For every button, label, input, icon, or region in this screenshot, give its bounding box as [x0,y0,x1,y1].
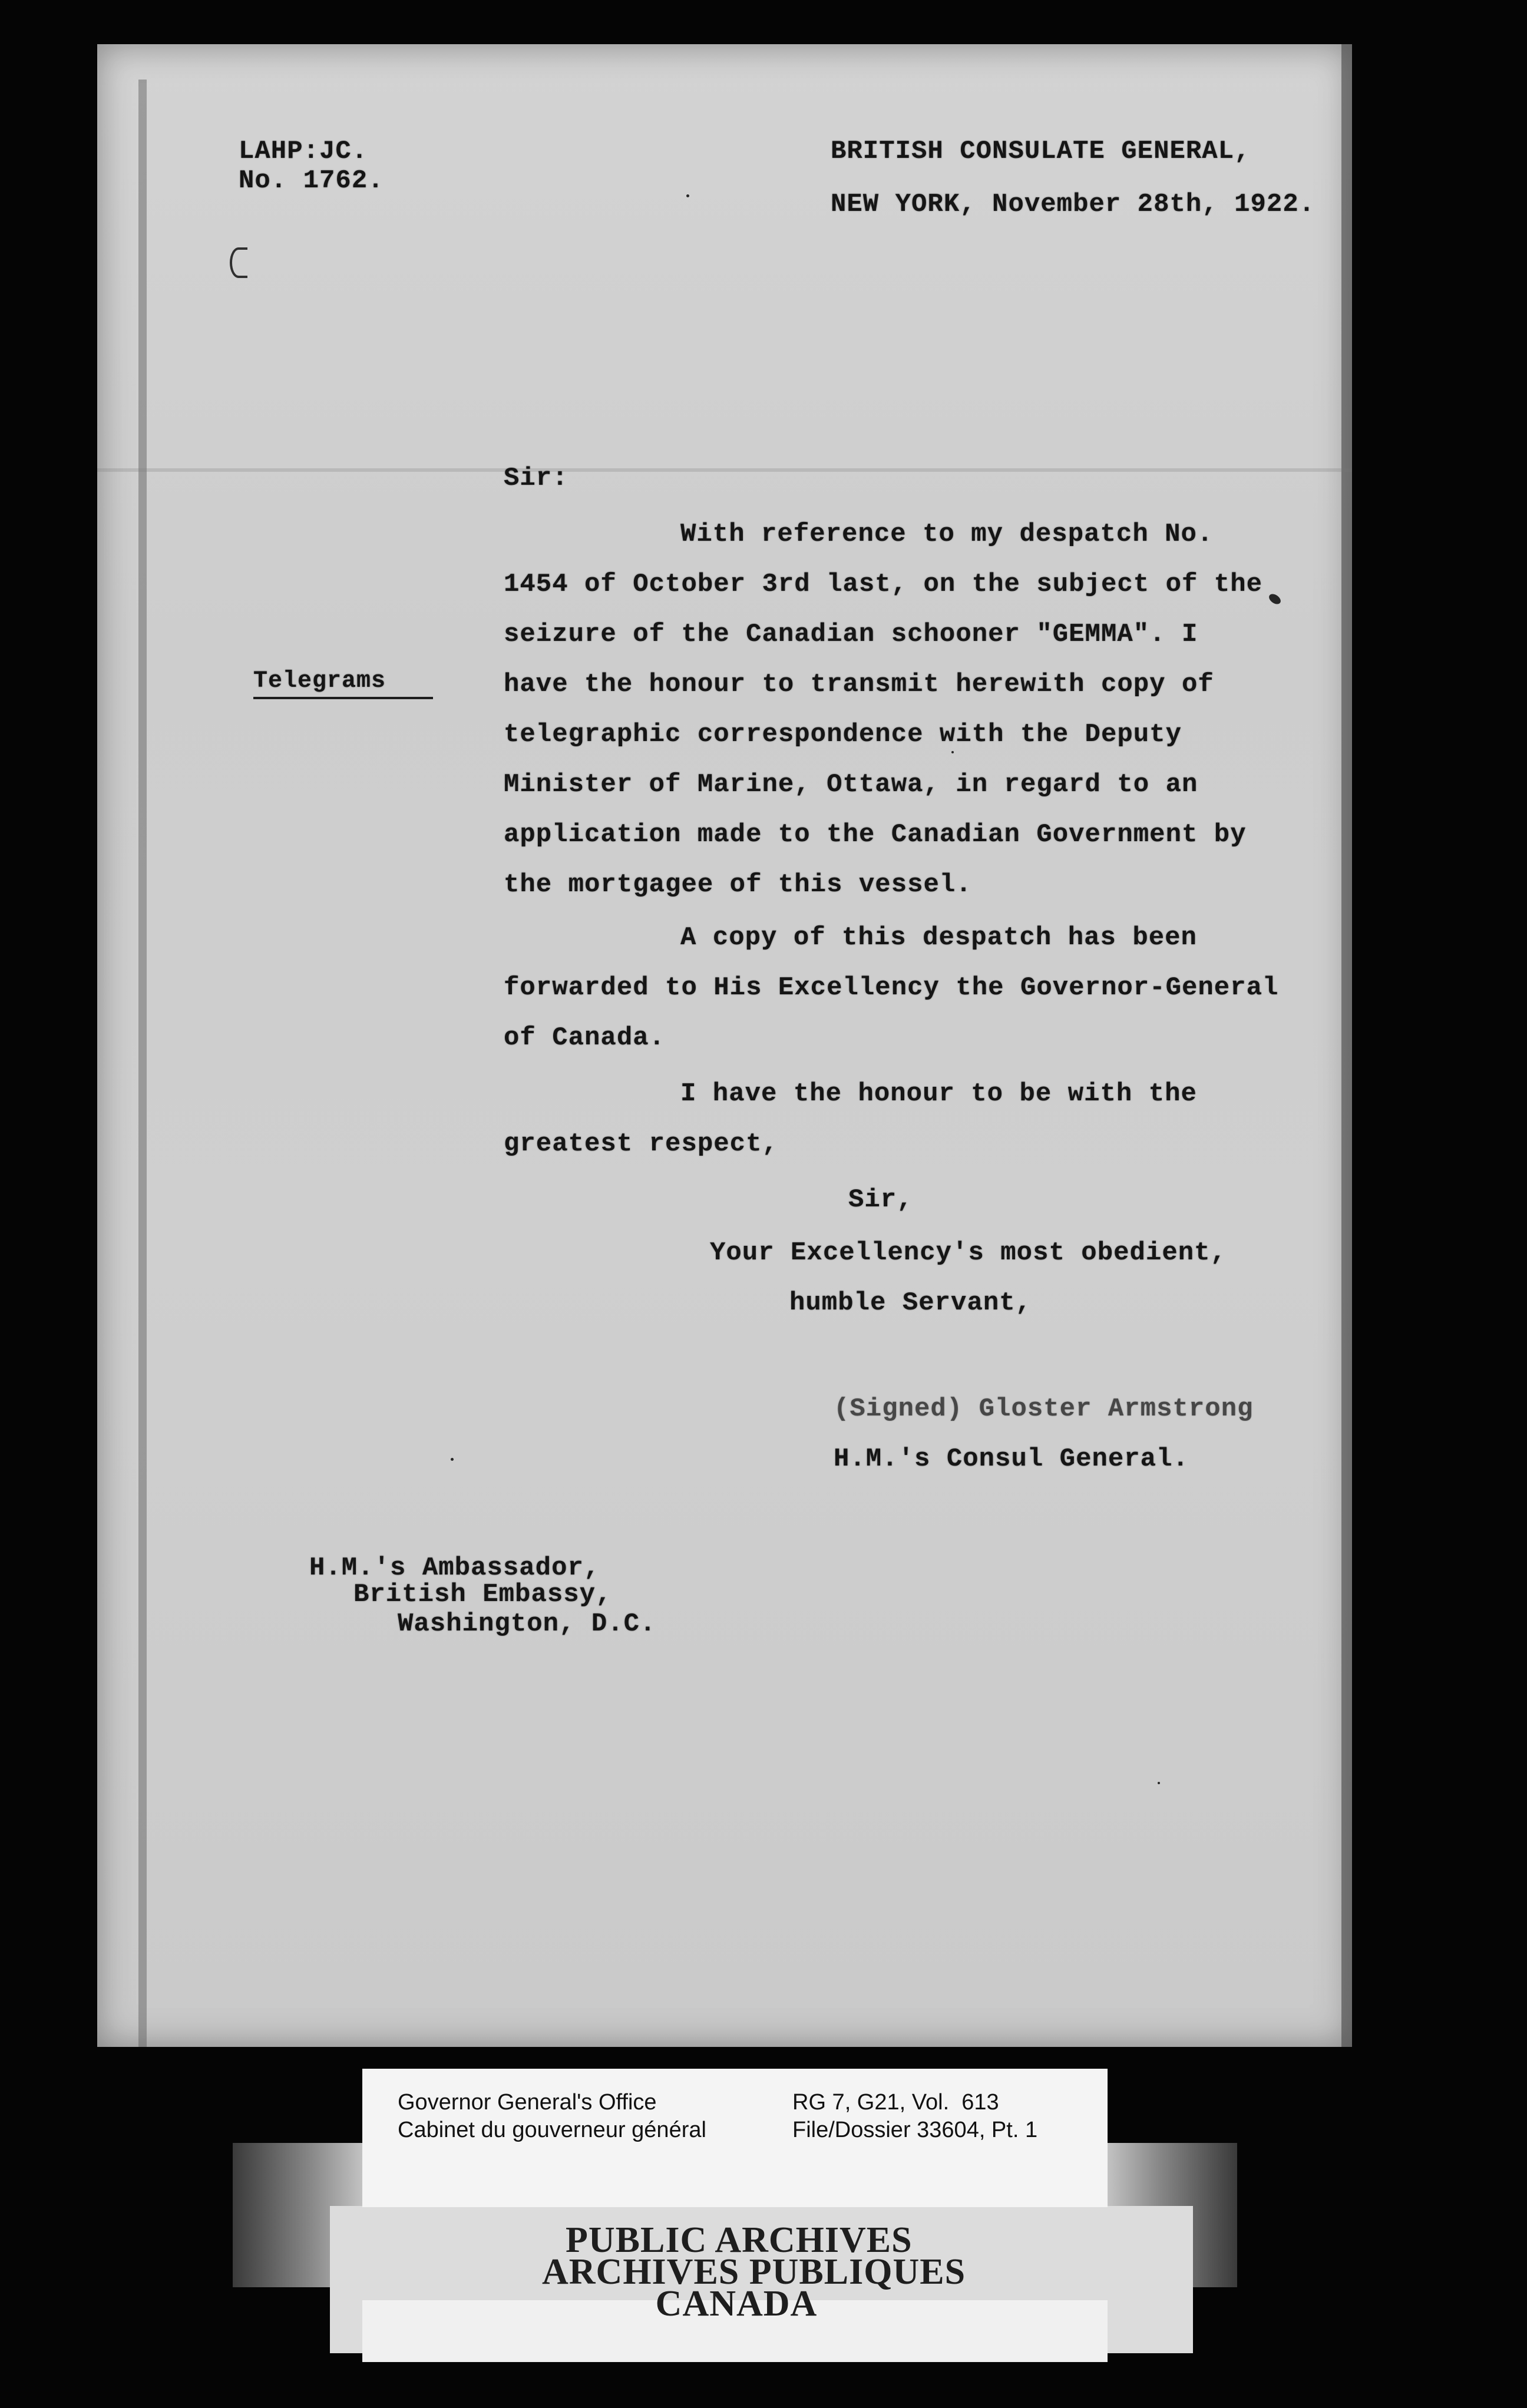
archive-stamp-line: CANADA [655,2284,818,2324]
page-edge-shadow [1341,44,1352,2047]
body-line: application made to the Canadian Government by [504,820,1247,849]
recipient-line: Washington, D.C. [398,1609,656,1639]
body-line: I have the honour to be with the [680,1079,1197,1109]
despatch-number: No. 1762. [239,166,384,196]
page-fold-line [97,468,1352,472]
body-line: forwarded to His Excellency the Governor-General [504,973,1279,1003]
dust-speck [1158,1782,1160,1784]
page-edge-shadow [138,80,147,2047]
dust-speck [951,751,954,753]
margin-note-underline [253,697,433,699]
signature: (Signed) Gloster Armstrong [834,1394,1254,1424]
dust-speck [1267,592,1283,606]
record-group-reference: RG 7, G21, Vol. 613 [792,2090,999,2115]
body-line: the mortgagee of this vessel. [504,870,972,899]
archive-stamp-line: ARCHIVES PUBLIQUES [542,2252,966,2292]
office-name-fr: Cabinet du gouverneur général [398,2118,706,2142]
archive-reference-label [362,2069,1108,2207]
body-line: A copy of this despatch has been [680,923,1197,952]
recipient-line: British Embassy, [353,1580,612,1609]
dust-speck [686,194,689,197]
office-name-en: Governor General's Office [398,2090,657,2115]
body-line: With reference to my despatch No. [680,520,1214,549]
body-line: greatest respect, [504,1129,778,1159]
letter-page [97,44,1352,2047]
closing-line: humble Servant, [789,1288,1032,1318]
body-line: 1454 of October 3rd last, on the subject of the [504,570,1263,599]
place-and-date: NEW YORK, November 28th, 1922. [831,190,1316,219]
salutation: Sir: [504,464,569,493]
recipient-line: H.M.'s Ambassador, [309,1553,600,1583]
archive-stamp-line: PUBLIC ARCHIVES [566,2220,913,2260]
closing-sir: Sir, [848,1185,913,1215]
file-reference-initials: LAHP:JC. [239,137,368,166]
closing-line: Your Excellency's most obedient, [710,1238,1227,1268]
margin-note-telegrams: Telegrams [253,668,386,694]
body-line: have the honour to transmit herewith copy of [504,670,1214,699]
sender-office: BRITISH CONSULATE GENERAL, [831,137,1251,166]
body-line: seizure of the Canadian schooner "GEMMA". I [504,620,1198,649]
punch-hole-mark [230,247,247,278]
file-dossier-reference: File/Dossier 33604, Pt. 1 [792,2118,1038,2142]
body-line: of Canada. [504,1023,666,1053]
signature-title: H.M.'s Consul General. [834,1444,1189,1474]
dust-speck [451,1458,454,1461]
body-line: telegraphic correspondence with the Deputy [504,720,1182,749]
body-line: Minister of Marine, Ottawa, in regard to an [504,770,1198,799]
